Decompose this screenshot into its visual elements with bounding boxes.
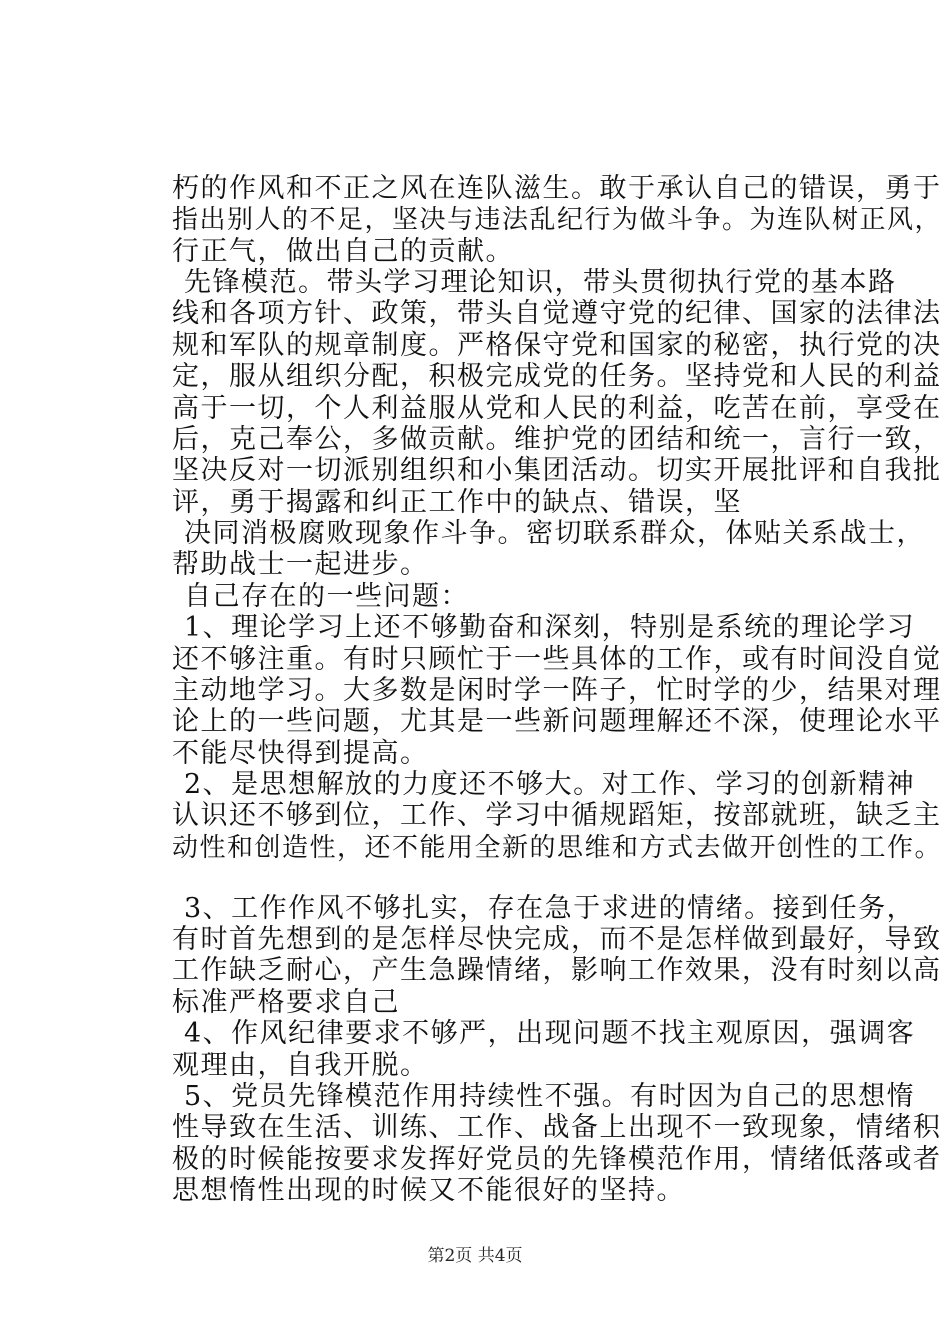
text-line: 有时首先想到的是怎样尽快完成，而不是怎样做到最好，导致 (172, 924, 942, 955)
text-line: 4、作风纪律要求不够严，出现问题不找主观原因，强调客 (184, 1018, 916, 1049)
text-line: 5、党员先锋模范作用持续性不强。有时因为自己的思想惰 (184, 1081, 916, 1112)
text-line: 朽的作风和不正之风在连队滋生。敢于承认自己的错误，勇于 (172, 173, 942, 204)
text-line: 论上的一些问题，尤其是一些新问题理解还不深，使理论水平 (172, 706, 942, 737)
text-line: 指出别人的不足，坚决与违法乱纪行为做斗争。为连队树正风， (172, 205, 943, 235)
text-line: 不能尽快得到提高。 (172, 738, 429, 769)
text-line: 性导致在生活、训练、工作、战备上出现不一致现象，情绪积 (172, 1112, 942, 1143)
text-line: 规和军队的规章制度。严格保守党和国家的秘密，执行党的决 (172, 330, 942, 361)
text-line: 观理由，自我开脱。 (172, 1050, 429, 1081)
text-line: 高于一切，个人利益服从党和人民的利益，吃苦在前，享受在 (172, 393, 942, 424)
text-line: 动性和创造性，还不能用全新的思维和方式去做开创性的工作。 (172, 833, 943, 863)
text-line: 标准严格要求自己 (172, 987, 400, 1018)
text-line: 主动地学习。大多数是闲时学一阵子，忙时学的少，结果对理 (172, 675, 942, 706)
text-line: 后，克己奉公，多做贡献。维护党的团结和统一，言行一致， (172, 424, 942, 455)
text-line: 自己存在的一些问题： (184, 581, 469, 612)
text-line: 还不够注重。有时只顾忙于一些具体的工作，或有时间没自觉 (172, 644, 942, 675)
text-line: 认识还不够到位，工作、学习中循规蹈矩，按部就班，缺乏主 (172, 800, 942, 831)
text-line: 坚决反对一切派别组织和小集团活动。切实开展批评和自我批 (172, 455, 942, 486)
text-line: 定，服从组织分配，积极完成党的任务。坚持党和人民的利益 (172, 361, 942, 392)
text-line: 3、工作作风不够扎实，存在急于求进的情绪。接到任务， (184, 893, 916, 924)
text-line: 线和各项方针、政策，带头自觉遵守党的纪律、国家的法律法 (172, 298, 942, 329)
text-line: 思想惰性出现的时候又不能很好的坚持。 (172, 1175, 685, 1206)
text-line: 决同消极腐败现象作斗争。密切联系群众，体贴关系战士， (184, 518, 925, 549)
text-line: 2、是思想解放的力度还不够大。对工作、学习的创新精神 (184, 769, 916, 800)
text-line: 极的时候能按要求发挥好党员的先锋模范作用，情绪低落或者 (172, 1144, 942, 1175)
text-line: 工作缺乏耐心，产生急躁情绪，影响工作效果，没有时刻以高 (172, 955, 942, 986)
text-line: 行正气，做出自己的贡献。 (172, 236, 514, 267)
text-line: 先锋模范。带头学习理论知识，带头贯彻执行党的基本路 (184, 267, 897, 298)
text-line: 评，勇于揭露和纠正工作中的缺点、错误，坚 (172, 487, 742, 518)
text-line: 1、理论学习上还不够勤奋和深刻，特别是系统的理论学习 (184, 612, 916, 643)
page-number-footer: 第2页 共4页 (427, 1246, 523, 1266)
text-line: 帮助战士一起进步。 (172, 549, 429, 580)
